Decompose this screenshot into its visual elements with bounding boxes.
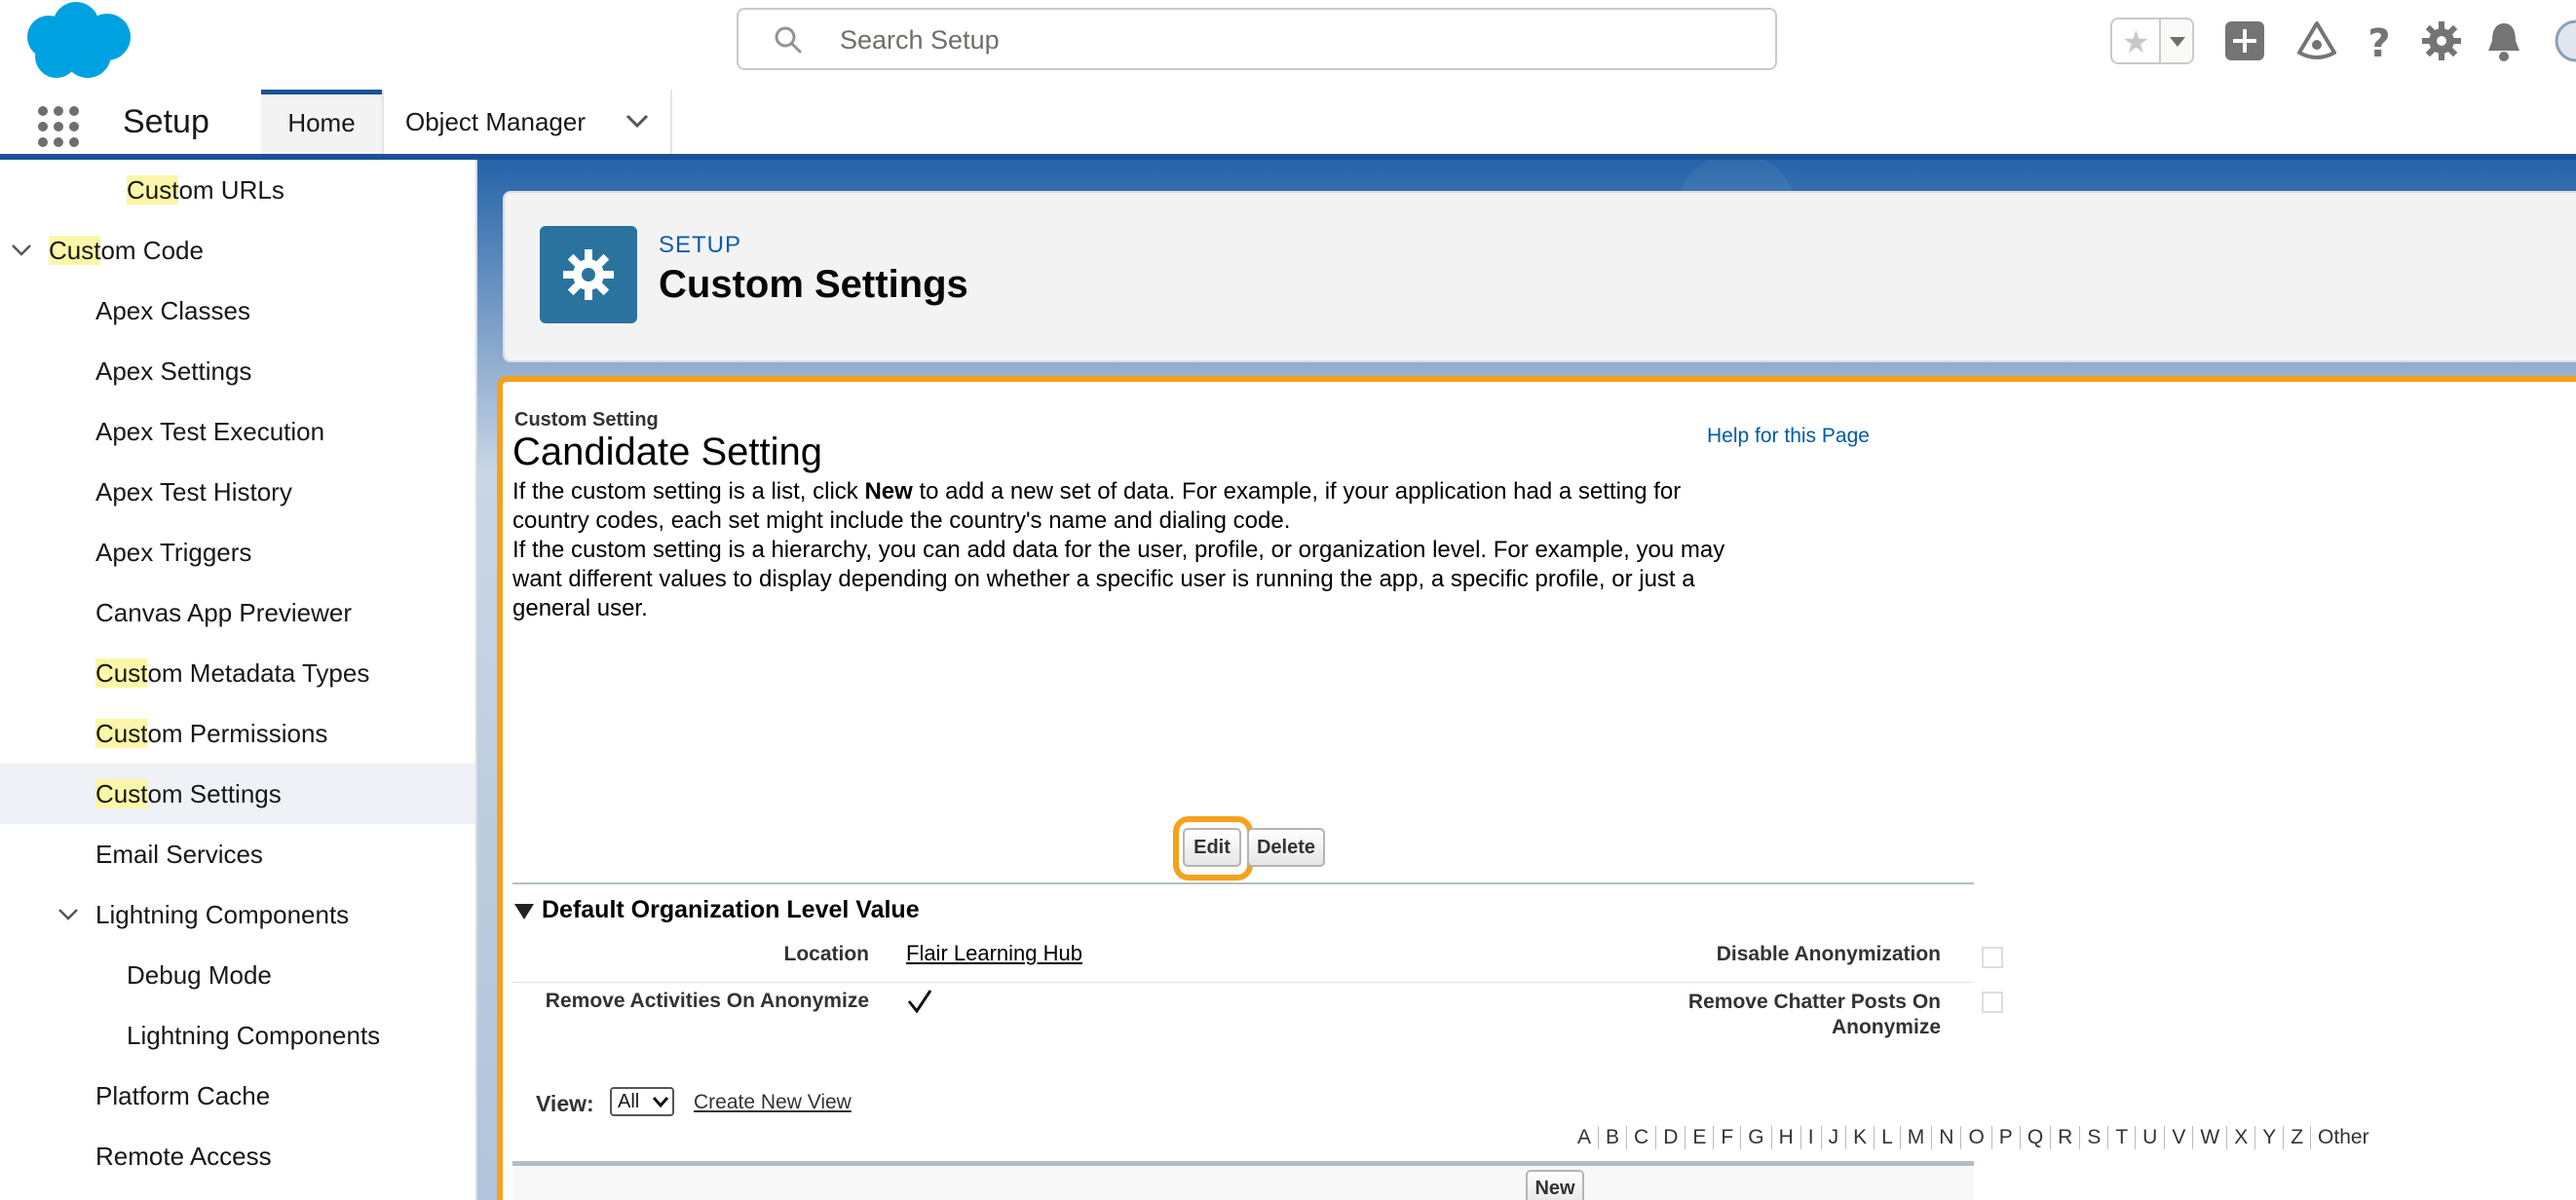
sidebar-item-label <box>95 719 327 749</box>
search-input[interactable] <box>737 8 1777 70</box>
sidebar-item-label <box>95 598 352 628</box>
page-header-icon <box>540 226 637 323</box>
sidebar-item[interactable] <box>0 401 475 462</box>
sidebar-item-label <box>127 175 284 206</box>
sidebar-item-label <box>95 356 251 387</box>
main-content-area <box>477 160 2576 1200</box>
sidebar-item-text: Platform Cache <box>95 1081 271 1110</box>
records-table-block <box>512 1161 1974 1200</box>
alphabet-filter-letter[interactable]: V <box>2165 1126 2193 1149</box>
breadcrumb: SETUP <box>659 232 742 258</box>
gear-icon <box>561 247 616 302</box>
alphabet-filter-letter[interactable]: X <box>2227 1126 2255 1149</box>
salesforce-logo[interactable] <box>19 0 136 82</box>
tab-home-label: Home <box>287 108 356 137</box>
sidebar-item-label <box>95 840 263 870</box>
notifications-bell-icon[interactable] <box>2482 19 2525 62</box>
setup-sidebar <box>0 160 477 1200</box>
section-title: Default Organization Level Value <box>542 896 920 923</box>
row-divider <box>512 982 1974 983</box>
create-new-view-link[interactable]: Create New View <box>694 1091 852 1113</box>
location-value-link[interactable]: Flair Learning Hub <box>906 941 1082 965</box>
sidebar-item-text: Canvas App Previewer <box>95 598 353 627</box>
sidebar-item[interactable] <box>0 160 475 220</box>
chevron-down-icon <box>653 1095 668 1108</box>
custom-setting-type-label: Custom Setting <box>514 409 659 431</box>
list-description-bold: New <box>864 478 913 505</box>
alphabet-filter-letter[interactable]: M <box>1901 1126 1933 1149</box>
help-link[interactable]: Help for this Page <box>1707 425 1870 447</box>
alphabet-filter-letter[interactable]: Z <box>2284 1126 2311 1149</box>
sidebar-item-label <box>127 960 272 991</box>
disable-anonymization-checkbox <box>1982 947 2003 968</box>
sidebar-item[interactable] <box>0 643 475 703</box>
sidebar-item-text: Email Services <box>95 840 263 869</box>
sidebar-item-label <box>127 1021 380 1051</box>
alphabet-filter-letter[interactable]: S <box>2080 1126 2108 1149</box>
sidebar-item-text: om Code <box>100 236 204 265</box>
new-button[interactable]: New <box>1526 1170 1584 1200</box>
search-match-highlight: Cust <box>127 175 179 205</box>
remove-chatter-label-line-1: Remove Chatter Posts On <box>1687 991 1941 1013</box>
alphabet-filter-letter[interactable]: L <box>1875 1126 1901 1149</box>
page-header <box>503 191 2576 362</box>
alphabet-filter-letter[interactable]: C <box>1627 1126 1656 1149</box>
alphabet-filter-letter[interactable]: Y <box>2255 1126 2284 1149</box>
help-icon[interactable] <box>2358 19 2401 62</box>
remove-chatter-label-line-2: Anonymize <box>1831 1016 1941 1038</box>
search-match-highlight: Cust <box>95 658 148 688</box>
sidebar-item-text: Remote Access <box>95 1142 272 1171</box>
app-launcher-icon[interactable] <box>37 105 80 148</box>
alphabet-filter-letter[interactable]: N <box>1932 1126 1961 1149</box>
remove-activities-label: Remove Activities On Anonymize <box>545 990 869 1012</box>
alphabet-filter-letter[interactable]: Other <box>2318 1126 2369 1148</box>
sidebar-item-text: Apex Triggers <box>95 538 252 567</box>
alphabet-filter-letter[interactable]: H <box>1772 1126 1801 1149</box>
alphabet-filter-letter[interactable]: U <box>2136 1126 2165 1149</box>
sidebar-item[interactable] <box>0 824 475 884</box>
hierarchy-description: If the custom setting is a hierarchy, you can add data for the user, profile, or organization level. For example, you may want different values to display depending on whether a specific user is running the app, a specific profile, or just a general user. <box>512 537 1725 621</box>
view-select-value: All <box>618 1091 640 1112</box>
sidebar-item[interactable] <box>0 1126 475 1186</box>
star-icon: ★ <box>2122 24 2150 59</box>
alphabet-filter-letter[interactable]: G <box>1741 1126 1771 1149</box>
tab-object-manager-label: Object Manager <box>405 107 586 136</box>
sidebar-item[interactable] <box>0 341 475 401</box>
sidebar-item[interactable] <box>0 220 475 281</box>
sidebar-item-text: om URLs <box>178 175 284 205</box>
sidebar-item-label <box>95 1142 272 1172</box>
search-match-highlight: Cust <box>95 719 148 748</box>
sidebar-item-label <box>95 779 282 809</box>
list-description <box>512 477 1740 536</box>
sidebar-item[interactable] <box>0 1005 475 1066</box>
global-header <box>0 0 2576 92</box>
app-navigation-bar <box>0 90 2576 160</box>
sidebar-item-label <box>95 296 250 326</box>
remove-chatter-checkbox <box>1982 992 2003 1013</box>
sidebar-item-text: Apex Settings <box>95 356 252 386</box>
view-select[interactable] <box>610 1087 674 1116</box>
sidebar-item[interactable] <box>0 281 475 341</box>
alphabet-filter-letter[interactable]: I <box>1801 1126 1822 1149</box>
page-title: Custom Settings <box>659 263 968 306</box>
sidebar-item-text: om Permissions <box>147 719 328 748</box>
sidebar-item-label <box>95 658 369 689</box>
remove-chatter-label <box>1477 990 1941 1040</box>
svg-text:?: ? <box>2368 21 2391 62</box>
alphabet-filter-letter[interactable]: W <box>2193 1126 2227 1149</box>
chevron-down-icon[interactable] <box>58 908 78 921</box>
search-placeholder: Search Setup <box>840 25 1000 55</box>
sidebar-item[interactable] <box>0 703 475 764</box>
section-divider <box>512 882 1974 884</box>
app-name: Setup <box>123 103 209 140</box>
chevron-down-icon[interactable] <box>625 111 649 131</box>
custom-setting-name: Candidate Setting <box>512 431 823 473</box>
alphabet-filter-letter[interactable]: Q <box>2021 1126 2051 1149</box>
sidebar-item-label <box>95 900 349 930</box>
alphabet-filter-letter[interactable]: R <box>2051 1126 2080 1149</box>
sidebar-item[interactable] <box>0 945 475 1005</box>
user-avatar[interactable] <box>2553 19 2576 62</box>
trailhead-icon[interactable] <box>2295 19 2338 62</box>
sidebar-item-text: Apex Classes <box>95 296 250 325</box>
view-label: View: <box>536 1091 594 1116</box>
edit-button[interactable]: Edit <box>1183 828 1241 867</box>
sidebar-item[interactable] <box>0 462 475 522</box>
setup-gear-icon[interactable] <box>2420 19 2463 62</box>
sidebar-item-label <box>95 417 324 447</box>
sidebar-item-text: Lightning Components <box>127 1021 381 1050</box>
sidebar-item-text: Apex Test Execution <box>95 417 325 446</box>
alphabet-filter-letter[interactable]: D <box>1656 1126 1686 1149</box>
favorites-button[interactable] <box>2110 18 2194 64</box>
sidebar-item[interactable] <box>0 522 475 582</box>
alphabet-filter-letter[interactable]: T <box>2108 1126 2136 1149</box>
sidebar-item-label <box>95 1081 270 1111</box>
alphabet-filter-letter[interactable]: P <box>1992 1126 2021 1149</box>
search-icon <box>774 25 803 55</box>
add-icon[interactable] <box>2223 19 2266 62</box>
alphabet-filter-letter[interactable]: J <box>1822 1126 1847 1149</box>
sidebar-item[interactable] <box>0 1066 475 1126</box>
tab-object-manager[interactable] <box>382 90 672 154</box>
disable-anonymization-label: Disable Anonymization <box>1716 943 1941 965</box>
alphabet-filter-letter[interactable]: E <box>1686 1126 1714 1149</box>
sidebar-item-label <box>49 236 204 266</box>
sidebar-item-text: om Metadata Types <box>147 658 370 688</box>
sidebar-item-text: om Settings <box>147 779 282 808</box>
sidebar-item[interactable] <box>0 582 475 643</box>
search-match-highlight: Cust <box>49 236 101 265</box>
search-match-highlight: Cust <box>95 779 148 808</box>
sidebar-item[interactable] <box>0 884 475 945</box>
sidebar-item[interactable] <box>0 764 475 824</box>
delete-button[interactable]: Delete <box>1247 828 1325 867</box>
list-description-prefix: If the custom setting is a list, click <box>512 478 865 505</box>
alphabet-filter-letter[interactable]: O <box>1961 1126 1991 1149</box>
triangle-down-icon[interactable] <box>514 904 534 919</box>
sidebar-item-label <box>95 538 251 568</box>
checkmark-icon <box>906 988 933 1015</box>
list-description-suffix: to add a new set of data. For example, if your application had a setting for country codes, each set might include the country's name and dialing code. <box>512 478 1682 534</box>
sidebar-item-label <box>95 477 292 507</box>
alphabet-filter <box>1571 1126 2376 1149</box>
custom-setting-detail-panel <box>497 376 2576 1200</box>
tab-home[interactable] <box>261 90 382 154</box>
sidebar-item-text: Apex Test History <box>95 477 292 506</box>
alphabet-filter-letter[interactable]: A <box>1571 1126 1599 1149</box>
location-label: Location <box>783 943 869 965</box>
alphabet-filter-letter[interactable]: F <box>1714 1126 1741 1149</box>
alphabet-filter-letter[interactable]: K <box>1846 1126 1875 1149</box>
alphabet-filter-letter[interactable]: B <box>1599 1126 1627 1149</box>
sidebar-item-text: Lightning Components <box>95 900 350 929</box>
chevron-down-icon[interactable] <box>12 244 31 257</box>
favorites-dropdown-icon[interactable] <box>2159 19 2192 62</box>
sidebar-item-text: Debug Mode <box>127 960 272 990</box>
